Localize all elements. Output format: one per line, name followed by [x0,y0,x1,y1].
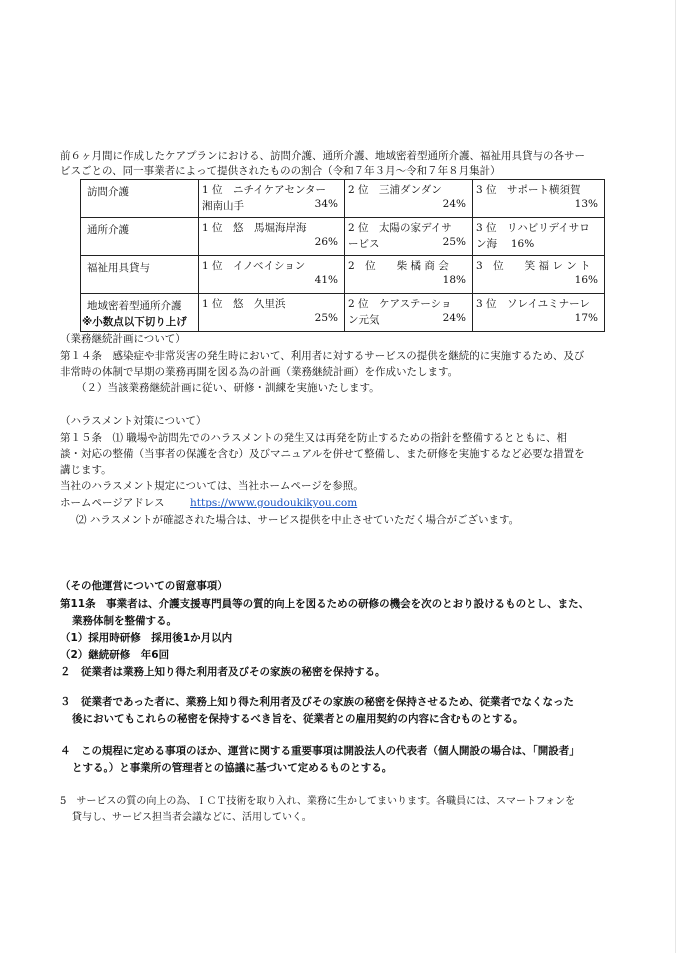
article-14-line-1: 第１４条 感染症や非常災害の発生時において、利用者に対するサービスの提供を継続的に実施するため、及び [60,350,585,362]
rank-2-cell [345,256,473,294]
bcp-heading: （業務継続計画について） [60,333,186,345]
intro-line-1: 前６ヶ月間に作成したケアプランにおける、訪問介護、通所介護、地域密着型通所介護、福祉用具貸与の各サー [60,150,585,162]
provider-name: 1 位 悠 馬堀海岸海 [202,222,307,234]
bcp-training: （２）当該業務継続計画に従い、研修・訓練を実施いたします。 [76,382,380,394]
provider-name: 3 位 サポート横須賀 [476,184,581,196]
share-percent: 17% [574,312,598,324]
service-category: 地域密着型通所介護 [81,294,199,332]
article-15-line-3: 講じます。 [60,464,112,476]
former-staff-line-2: 後においてもこれらの秘密を保持するべき旨を、従業者との雇用契約の内容に含むものとする。 [72,713,524,725]
harassment-heading: （ハラスメント対策について） [60,415,207,427]
provider-name: 1 位 イノベイション [202,260,306,272]
provider-name: 3 位 笑 福 レ ン ト [476,260,591,272]
share-percent: 13% [574,198,598,210]
homepage-link[interactable]: https://www.goudoukikyou.com [190,497,358,509]
rank-3-cell [473,256,605,294]
governance-line-1: ４ この規程に定める事項のほか、運営に関する重要事項は開設法人の代表者（個人開設の場合は、「開設者」 [60,745,580,757]
confidentiality-item: ２ 従業者は業務上知り得た利用者及びその家族の秘密を保持する。 [60,666,386,678]
other-heading: （その他運営についての留意事項） [60,580,228,592]
rank-1-cell [199,256,345,294]
rank-1-cell [199,294,345,332]
article-11-line-2: 業務体制を整備する。 [72,615,177,627]
rounding-note: ※小数点以下切り上げ [82,316,187,328]
ict-line-1: 5 サービスの質の向上の為、ＩＣＴ技術を取り入れ、業務に生かしてまいります。各職員には、スマートフォンを [60,796,576,807]
rank-3-cell [473,180,605,218]
table-row [81,256,605,294]
rank-2-cell [345,294,473,332]
share-percent: 24% [442,312,466,324]
provider-name: 3 位 リハビリデイサロ [476,222,590,234]
rank-3-cell [473,294,605,332]
provider-name: 1 位 悠 久里浜 [202,298,286,310]
rank-3-cell [473,218,605,256]
governance-line-2: とする。）と事業所の管理者との協議に基づいて定めるものとする。 [72,762,393,774]
table-row [81,180,605,218]
service-category: 福祉用具貸与 [81,256,199,294]
article-14-line-2: 非常時の体制で早期の業務再開を図る為の計画（業務継続計画）を作成いたします。 [60,366,459,378]
share-percent: 16% [574,274,598,286]
article-11-line-1: 第11条 事業者は、介護支援専門員等の質的向上を図るための研修の機会を次のとおり設けるものとし、また、 [60,598,590,610]
rank-2-cell [345,180,473,218]
provider-name: 2 位 柴 橘 商 会 [348,260,449,272]
share-percent: 34% [314,198,338,210]
share-table [80,179,605,332]
service-category: 訪問介護 [81,180,199,218]
provider-name: 1 位 ニチイケアセンター [202,184,327,196]
share-percent: 25% [442,236,466,248]
share-percent: 18% [442,274,466,286]
rank-1-cell [199,218,345,256]
former-staff-line-1: ３ 従業者であった者に、業務上知り得た利用者及びその家族の秘密を保持させるため、従業者でなくなった [60,696,574,708]
training-item-2: （2）継続研修 年6回 [60,649,170,661]
share-percent: 41% [314,274,338,286]
article-15-line-1: 第１５条 ⑴ 職場や訪問先でのハラスメントの発生又は再発を防止するための指針を整備するとともに、相 [60,432,568,444]
provider-name-cont: ン海 16% [476,238,535,250]
rank-1-cell [199,180,345,218]
homepage-label: ホームページアドレス [60,497,165,509]
provider-name-cont: ービス [348,238,380,250]
provider-name: 2 位 ケアステーショ [348,298,452,310]
share-percent: 26% [314,236,338,248]
provider-name-cont: ン元気 [348,314,380,326]
share-percent: 25% [314,312,338,324]
share-percent: 24% [442,198,466,210]
table-row [81,218,605,256]
intro-line-2: ビスごとの、同一事業者によって提供されたものの割合（令和７年３月～令和７年８月集計） [60,165,501,177]
ict-line-2: 貸与し、サービス担当者会議などに、活用していく。 [72,812,312,823]
service-category: 通所介護 [81,218,199,256]
provider-name: 3 位 ソレイユミナーレ [476,298,590,310]
rank-2-cell [345,218,473,256]
provider-name-cont: 湘南山手 [202,200,244,212]
harassment-suspension: ⑵ ハラスメントが確認された場合は、サービス提供を中止させていただく場合がございます。 [76,514,520,526]
provider-name: 2 位 太陽の家デイサ [348,222,452,234]
article-15-line-2: 談・対応の整備（当事者の保護を含む）及びマニュアルを併せて整備し、また研修を実施するなど必要な措置を [60,448,585,460]
provider-name: 2 位 三浦ダンダン [348,184,442,196]
training-item-1: （1）採用時研修 採用後1か月以内 [60,632,233,644]
harassment-policy: 当社のハラスメント規定については、当社ホームページを参照。 [60,480,364,492]
